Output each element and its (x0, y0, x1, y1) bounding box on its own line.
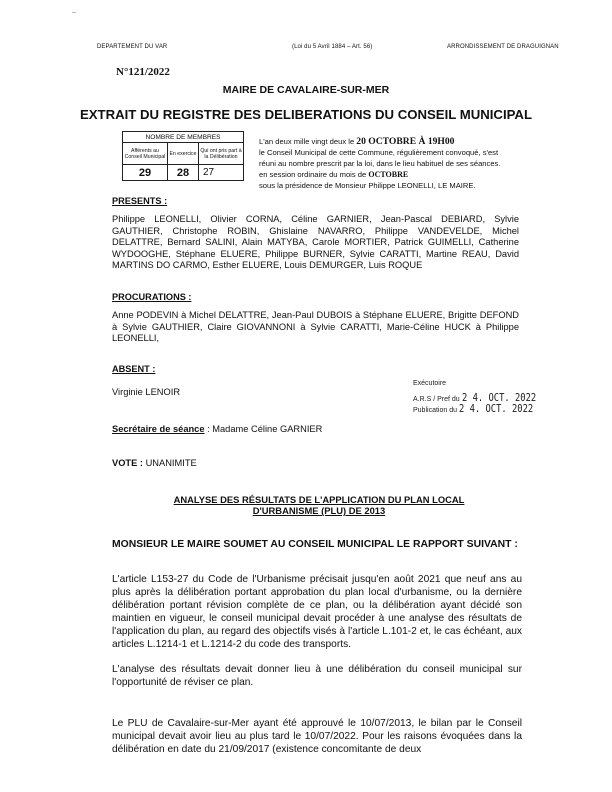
extrait-title: EXTRAIT DU REGISTRE DES DELIBERATIONS DU CONSEIL MUNICIPAL (79, 107, 533, 122)
members-val-deliberation: 27 (199, 165, 244, 181)
members-col-deliberation: Qui ont pris part à la Délibération (199, 143, 244, 165)
body-paragraph-1: L'article L153-27 du Code de l'Urbanisme précisait jusqu'en août 2021 que neuf ans au plus après la délibération portant approbation du plan local d'urbanisme, ou la dernière délibération portant révision complète de ce plan, ou la délibération ayant décidé son maintien en vigueur, le conseil municipal devait procéder à une analyse des résultats de l'application du plan, au regard des objectifs visés à l'article L.101-2 et, le cas échéant, aux articles L.1214-1 et L.1214-2 du code des transports. (112, 574, 522, 650)
analyse-line1: ANALYSE DES RÉSULTATS DE L'APPLICATION DU PLAN LOCAL (173, 494, 465, 505)
members-col-exercice: En exercice (168, 143, 199, 165)
presents-list: Philippe LEONELLI, Olivier CORNA, Céline GARNIER, Jean-Pascal DEBIARD, Sylvie GAUTHIER, Christophe ROBIN, Ghislaine NAVARRO, Philippe VANDEVELDE, Michel DELATTRE, Bernard SALINI, Alain MATYBA, Carole MORTIER, Patrick GUIMELLI, Catherine WYDOOGHE, Stéphane ELUERE, Philippe BURNER, Sylvie CARATTI, Martine REAU, David MARTINS DO CARMO, Esther ELUERE, Louis DEMURGER, Luis ROQUE (112, 214, 519, 271)
members-val-afferents: 29 (123, 165, 168, 181)
deliberation-number: N°121/2022 (116, 66, 170, 78)
absent-heading: ABSENT : (112, 364, 156, 374)
stamp-executoire: Exécutoire (413, 380, 447, 387)
mairie-title: MAIRE DE CAVALAIRE-SUR-MER (222, 84, 390, 96)
secretaire-seance (112, 424, 322, 434)
intro-line1: L'an deux mille vingt deux le (259, 137, 355, 146)
stamp-publication-date: 2 4. OCT. 2022 (458, 402, 534, 415)
intro-line4: en session ordinaire du mois de (259, 169, 367, 179)
session-intro (259, 137, 569, 192)
stamp-publication (413, 402, 552, 415)
session-month: OCTOBRE (368, 169, 409, 179)
procurations-list: Anne PODEVIN à Michel DELATTRE, Jean-Paul DUBOIS à Stéphane ELUERE, Brigitte DEFOND à Sylvie GAUTHIER, Claire GIOVANNONI à Sylvie CARATTI, Marie-Céline HUCK à Philippe LEONELLI, (112, 310, 519, 344)
stamp-ars-date: 2 4. OCT. 2022 (461, 391, 536, 404)
rapport-heading: MONSIEUR LE MAIRE SOUMET AU CONSEIL MUNICIPAL LE RAPPORT SUIVANT : (112, 539, 518, 550)
intro-line3: réuni au nombre prescrit par la loi, dans le lieu habituel de ses séances. (259, 158, 501, 168)
intro-line2: le Conseil Municipal de cette Commune, régulièrement convoqué, s'est (259, 147, 499, 157)
secretaire-value: : Madame Céline GARNIER (204, 424, 323, 434)
members-val-exercice: 28 (168, 165, 199, 181)
analyse-line2: D'URBANISME (PLU) DE 2013 (252, 505, 386, 517)
body-paragraph-2: L'analyse des résultats devait donner lieu à une délibération du conseil municipal sur l'opportunité de réviser ce plan. (112, 664, 522, 688)
analyse-title (130, 494, 508, 517)
members-col-afferents: Afférents au Conseil Municipal (123, 143, 168, 165)
header-departement: DEPARTEMENT DU VAR (97, 44, 168, 50)
presents-heading: PRESENTS : (112, 196, 168, 206)
absent-name: Virginie LENOIR (112, 387, 181, 397)
header-arrondissement: ARRONDISSEMENT DE DRAGUIGNAN (447, 44, 559, 50)
body-paragraph-3: Le PLU de Cavalaire-sur-Mer ayant été approuvé le 10/07/2013, le bilan par le Conseil municipal devait avoir lieu au plus tard le 10/07/2022. Pour les raisons évoquées dans la délibération en date du 21/09/2017 (existence concomitante de deux (112, 718, 522, 755)
intro-line5: sous la présidence de Monsieur Philippe LEONELLI, LE MAIRE. (259, 180, 476, 190)
vote-label: VOTE : (112, 458, 143, 468)
secretaire-label: Secrétaire de séance (112, 424, 205, 434)
members-table (122, 131, 244, 181)
vote-value: UNANIMITE (143, 458, 197, 468)
scan-mark (72, 12, 76, 13)
members-table-title: NOMBRE DE MEMBRES (123, 132, 244, 143)
stamp-ars-label: A.R.S / Pref du (413, 396, 460, 403)
header-loi: (Loi du 5 Avril 1884 – Art. 56) (292, 44, 373, 50)
session-date: 20 OCTOBRE À 19H00 (356, 136, 455, 147)
vote (112, 458, 197, 468)
stamp-publication-label: Publication du (413, 407, 457, 414)
procurations-heading: PROCURATIONS : (112, 292, 192, 302)
